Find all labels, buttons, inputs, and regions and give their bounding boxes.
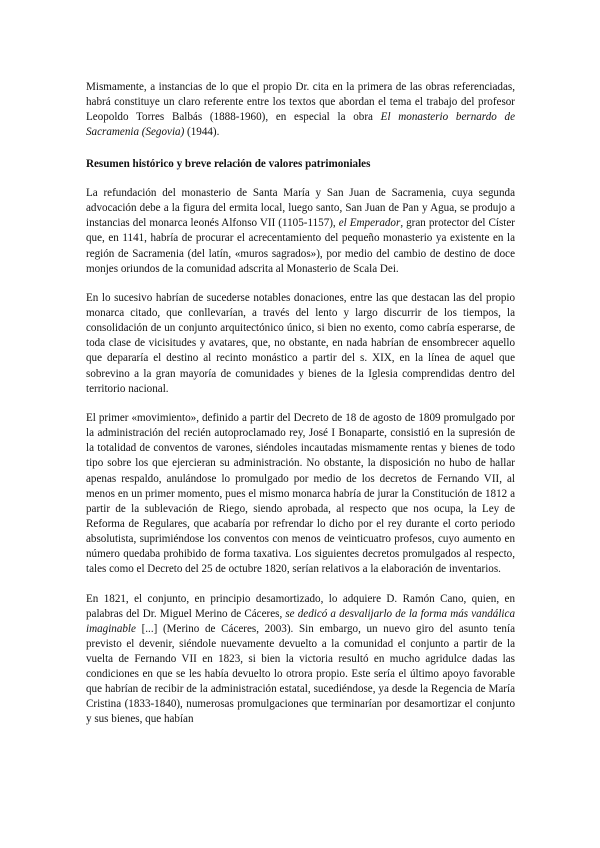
work-title: El monasterio bernardo de Sacramenia (Segovia) bbox=[86, 111, 515, 139]
intro-text: Mismamente, a instancias de lo que el propio Dr. cita en la primera de las obras referenciadas, habrá constituye un claro referente entre los textos que abordan el tema el trabajo del profesor Leopoldo Torres Balbás (1888-1960), en especial la obra bbox=[86, 81, 515, 124]
paragraph-donaciones: En lo sucesivo habrían de sucederse notables donaciones, entre las que destacan las del propio monarca citado, que conllevarían, a través del lento y largo discurrir de los tiempos, la consolidación de un conjunto arquitectónico único, si bien no exento, como cabría esperarse, de toda clase de vicisitudes y avatares, que, no obstante, en nada habrían de ensombrecer aquello que depararía el destino al recinto monástico a partir del s. XIX, en la línea de aquel que sobrevino a la gran mayoría de comunidades y bienes de la Iglesia comprendidas dentro del territorio nacional. bbox=[86, 292, 515, 395]
paragraph-text: En 1821, el conjunto, en principio desamortizado, lo adquiere D. Ramón Cano, quien, en palabras del Dr. Miguel Merino de Cáceres, bbox=[86, 592, 515, 620]
intro-paragraph bbox=[86, 80, 515, 140]
merino-quote: se dedicó a desvalijarlo de la forma más vandálica imaginable bbox=[86, 607, 515, 635]
section-heading: Resumen histórico y breve relación de valores patrimoniales bbox=[86, 157, 371, 170]
paragraph-refundacion bbox=[86, 186, 515, 277]
paragraph-text-end: , gran protector del Císter que, en 1141, habría de procurar el acrecentamiento del pequeño monasterio ya existente en la región de Sacramenia (del latín, «muros sagrados»), por medio del cambio de destino de doce monjes oriundos de la comunidad adscrita al Monasterio de Scala Dei. bbox=[86, 217, 515, 275]
paragraph-text: La refundación del monasterio de Santa María y San Juan de Sacramenia, cuya segunda advocación debe a la figura del ermita local, luego santo, San Juan de Pan y Agua, se produjo a instancias del monarca leonés Alfonso VII (1105-1157), bbox=[86, 187, 515, 230]
intro-text-end: (1944). bbox=[184, 126, 220, 139]
paragraph-primer-movimiento: El primer «movimiento», definido a partir del Decreto de 18 de agosto de 1809 promulgado por la administración del recién autoproclamado rey, José I Bonaparte, consistió en la supresión de la totalidad de conventos de varones, siéndoles incautadas mismamente rentas y bienes de todo tipo sobre los que ejercieran su administración. No obstante, la disposición no hubo de hallar apenas respaldo, anulándose lo promulgado por medio de los decretos de Fernando VII, al menos en un primer momento, pues el mismo monarca habría de jurar la Constitución de 1812 a partir de la sublevación de Riego, siendo aprobada, al respecto que nos ocupa, la Ley de Reforma de Regulares, que acabaría por refrendar lo dicho por el rey durante el corto periodo absolutista, suprimiéndose los conventos con menos de veinticuatro profesos, cuyo aumento en número quedaba prohibido de forma taxativa. Los siguientes decretos promulgados al respecto, tales como el Decreto del 25 de octubre 1820, serían relativos a la elaboración de inventarios. bbox=[86, 412, 515, 576]
epithet-emperador: el Emperador bbox=[338, 217, 401, 230]
document-page bbox=[86, 80, 515, 742]
paragraph-text-end: [...] (Merino de Cáceres, 2003). Sin embargo, un nuevo giro del asunto tenía previsto el devenir, siéndole nuevamente devuelto a la comunidad el conjunto a partir de la vuelta de Fernando VII en 1823, si bien la victoria resultó en mucho agridulce dadas las condiciones en que se les había devuelto lo otrora propio. Este sería el último apoyo favorable que habrían de recibir de la administración estatal, sucediéndose, ya desde la Regencia de María Cristina (1833-1840), numerosas promulgaciones que terminarían por desamortizar el conjunto y sus bienes, que habían bbox=[86, 622, 515, 726]
paragraph-1821 bbox=[86, 592, 515, 728]
